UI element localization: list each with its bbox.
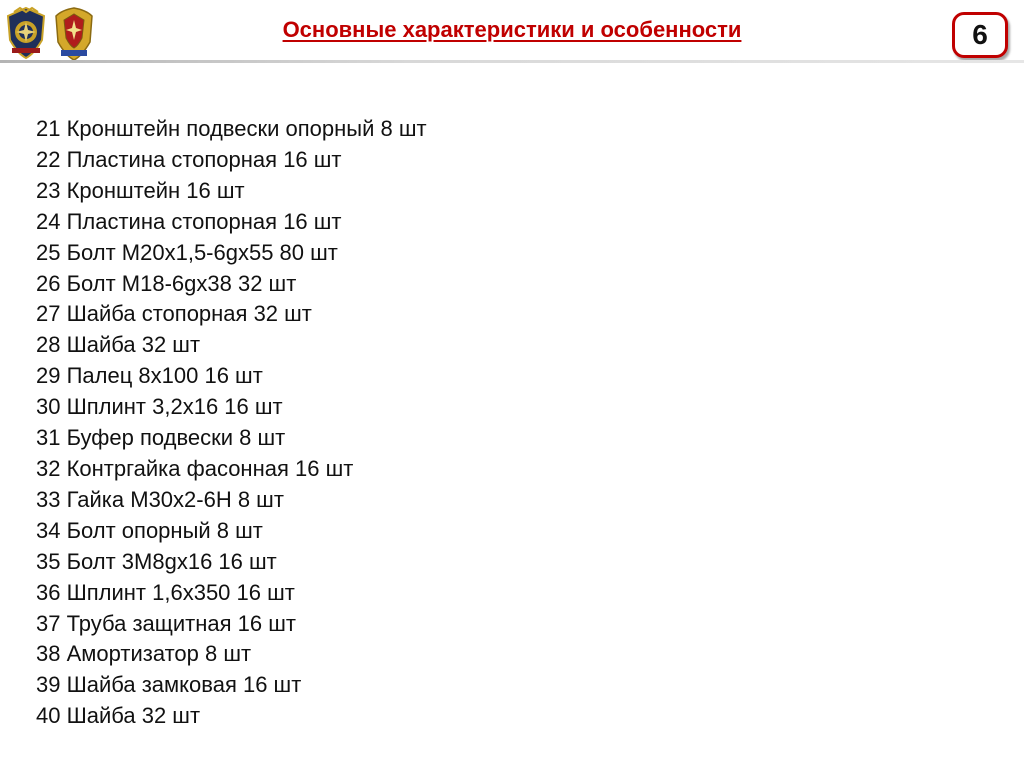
list-item: 39 Шайба замковая 16 шт <box>36 672 302 698</box>
list-item: 25 Болт М20х1,5-6gх55 80 шт <box>36 239 338 265</box>
slide-header <box>0 0 1024 64</box>
list-item: 28 Шайба 32 шт <box>36 332 201 358</box>
slide-number-badge <box>946 8 1014 54</box>
list-item: 35 Болт 3М8gх16 16 шт <box>36 548 277 574</box>
list-item: 31 Буфер подвески 8 шт <box>36 425 286 451</box>
header-divider <box>0 60 1024 63</box>
list-item: 29 Палец 8х100 16 шт <box>36 363 263 389</box>
list-item: 36 Шплинт 1,6х350 16 шт <box>36 579 295 605</box>
parts-list <box>36 114 427 732</box>
list-item: 27 Шайба стопорная 32 шт <box>36 301 312 327</box>
list-item: 32 Контргайка фасонная 16 шт <box>36 455 354 481</box>
list-item: 33 Гайка М30х2-6Н 8 шт <box>36 486 284 512</box>
list-item: 26 Болт М18-6gх38 32 шт <box>36 270 297 296</box>
slide-number: 6 <box>972 19 988 50</box>
list-item: 24 Пластина стопорная 16 шт <box>36 208 342 234</box>
list-item: 40 Шайба 32 шт <box>36 703 201 729</box>
list-item: 38 Амортизатор 8 шт <box>36 641 252 667</box>
list-item: 23 Кронштейн 16 шт <box>36 177 245 203</box>
list-item: 22 Пластина стопорная 16 шт <box>36 146 342 172</box>
list-item: 37 Труба защитная 16 шт <box>36 610 296 636</box>
list-item: 34 Болт опорный 8 шт <box>36 517 263 543</box>
page-title-text: Основные характеристики и особенности <box>282 17 742 42</box>
page-title <box>0 17 1024 43</box>
list-item: 30 Шплинт 3,2х16 16 шт <box>36 394 283 420</box>
list-item: 21 Кронштейн подвески опорный 8 шт <box>36 116 427 141</box>
